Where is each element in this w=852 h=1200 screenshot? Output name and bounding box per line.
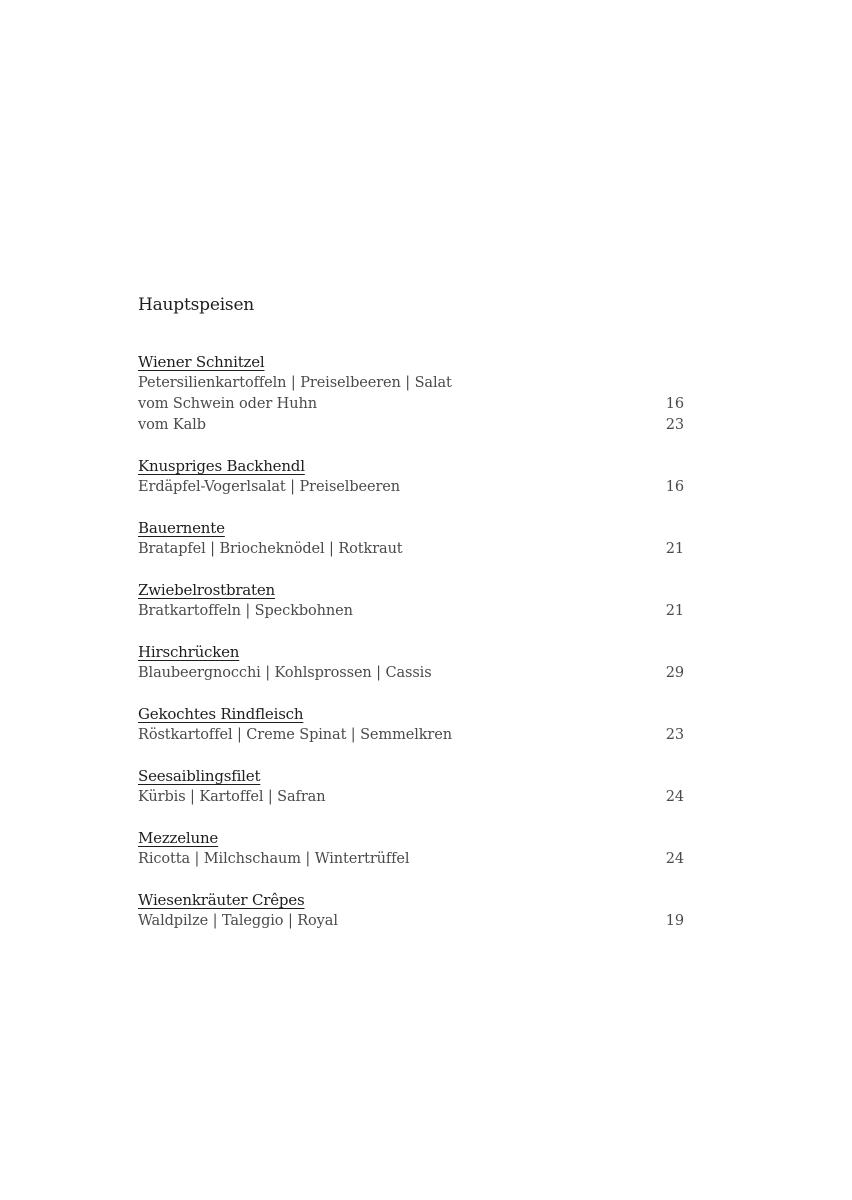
dish-line bbox=[138, 787, 684, 808]
dish-price: 19 bbox=[665, 913, 684, 929]
dish-item bbox=[138, 766, 684, 808]
dish-name: Hirschrücken bbox=[138, 643, 240, 661]
dish-name: Gekochtes Rindfleisch bbox=[138, 705, 304, 723]
dish-description: Petersilienkartoffeln | Preiselbeeren | Salat bbox=[138, 375, 452, 391]
dish-price: 21 bbox=[665, 541, 684, 557]
dish-line bbox=[138, 725, 684, 746]
dish-line bbox=[138, 849, 684, 870]
dish-line bbox=[138, 539, 684, 560]
dish-price: 24 bbox=[665, 851, 684, 867]
dish-line bbox=[138, 601, 684, 622]
dish-item bbox=[138, 456, 684, 498]
dish-price: 23 bbox=[665, 727, 684, 743]
dish-name: Zwiebelrostbraten bbox=[138, 581, 276, 599]
dish-name: Knuspriges Backhendl bbox=[138, 457, 305, 475]
dish-line bbox=[138, 911, 684, 932]
dish-item bbox=[138, 828, 684, 870]
dish-item bbox=[138, 890, 684, 932]
dish-description: Waldpilze | Taleggio | Royal bbox=[138, 913, 338, 929]
dish-line bbox=[138, 415, 684, 436]
dish-price: 16 bbox=[665, 396, 684, 412]
dish-price: 16 bbox=[665, 479, 684, 495]
dish-price: 21 bbox=[665, 603, 684, 619]
dish-name: Seesaiblingsfilet bbox=[138, 767, 261, 785]
dish-price bbox=[654, 373, 684, 394]
dish-line bbox=[138, 477, 684, 498]
dish-item bbox=[138, 704, 684, 746]
dish-description: Erdäpfel-Vogerlsalat | Preiselbeeren bbox=[138, 479, 401, 495]
dish-name: Wiener Schnitzel bbox=[138, 353, 265, 371]
dish-description: vom Kalb bbox=[138, 417, 206, 433]
dish-line bbox=[138, 663, 684, 684]
dish-price: 24 bbox=[665, 789, 684, 805]
dish-list bbox=[138, 352, 684, 952]
dish-price: 29 bbox=[665, 665, 684, 681]
dish-description: vom Schwein oder Huhn bbox=[138, 396, 317, 412]
section-title: Hauptspeisen bbox=[138, 295, 255, 315]
dish-line bbox=[138, 373, 684, 394]
dish-description: Blaubeergnocchi | Kohlsprossen | Cassis bbox=[138, 665, 432, 681]
dish-description: Bratkartoffeln | Speckbohnen bbox=[138, 603, 353, 619]
dish-price: 23 bbox=[665, 417, 684, 433]
dish-line bbox=[138, 394, 684, 415]
dish-item bbox=[138, 352, 684, 436]
dish-item bbox=[138, 642, 684, 684]
dish-name: Mezzelune bbox=[138, 829, 219, 847]
dish-description: Röstkartoffel | Creme Spinat | Semmelkren bbox=[138, 727, 452, 743]
dish-description: Bratapfel | Briocheknödel | Rotkraut bbox=[138, 541, 403, 557]
dish-description: Ricotta | Milchschaum | Wintertrüffel bbox=[138, 851, 410, 867]
dish-item bbox=[138, 518, 684, 560]
dish-description: Kürbis | Kartoffel | Safran bbox=[138, 789, 326, 805]
dish-name: Bauernente bbox=[138, 519, 225, 537]
dish-name: Wiesenkräuter Crêpes bbox=[138, 891, 305, 909]
dish-item bbox=[138, 580, 684, 622]
